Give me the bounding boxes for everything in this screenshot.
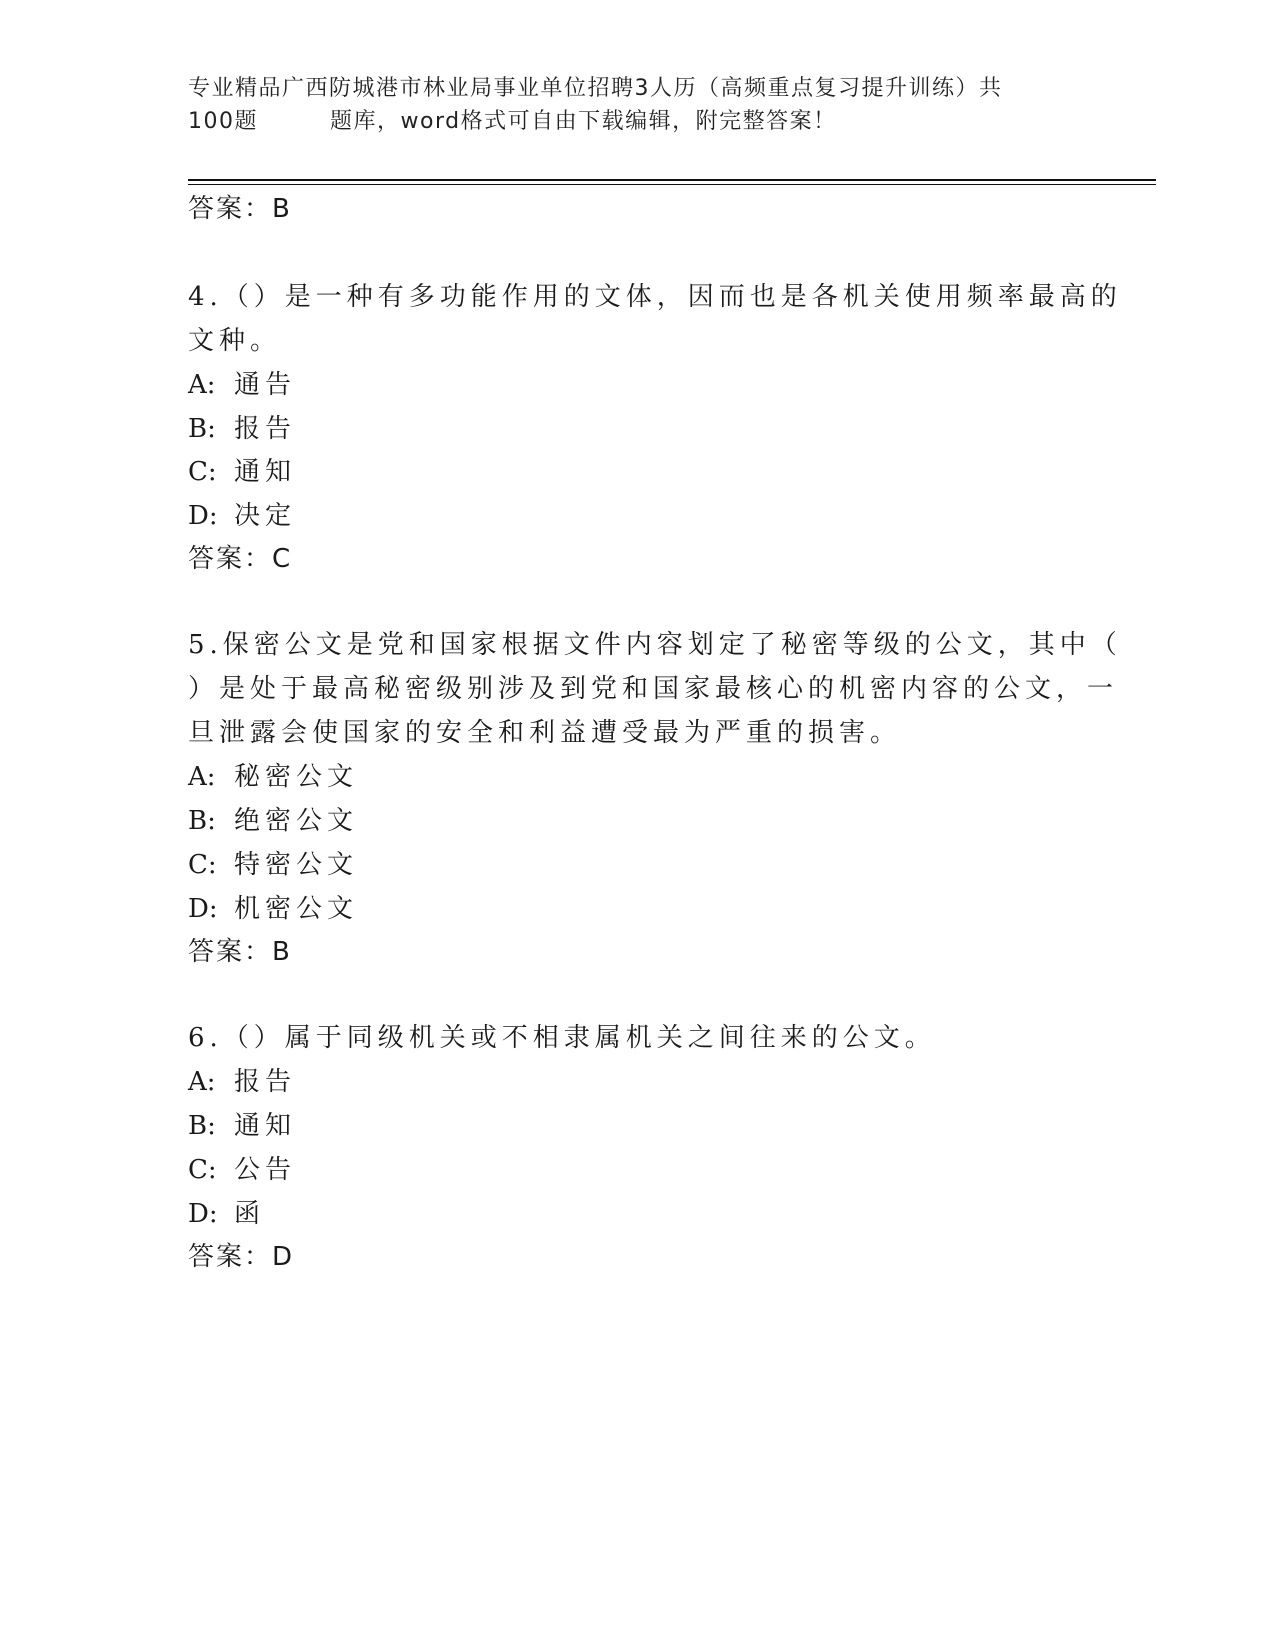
header-title-line2 [188,105,1068,138]
q6-option-c [188,1149,296,1186]
q4-option-a [188,364,296,401]
q6-stem-line1: 6.（）属于同级机关或不相隶属机关之间往来的公文。 [188,1023,936,1053]
option-letter: D: [188,501,218,531]
option-text: 函 [234,1199,266,1229]
q6-option-b [188,1105,296,1142]
option-text: 通告 [234,370,297,400]
q4-option-c [188,451,296,488]
option-letter: C: [188,850,217,880]
q4-option-d [188,495,296,532]
q6-answer: 答案：D [188,1242,295,1272]
header-count: 100题 [188,109,258,134]
option-text: 报告 [234,414,297,444]
q5-option-b [188,800,358,837]
option-letter: C: [188,1155,217,1185]
q6-option-d [188,1193,265,1230]
option-letter: B: [188,1111,216,1141]
option-letter: B: [188,414,216,444]
page-header [188,72,1068,138]
option-text: 通知 [234,457,297,487]
option-text: 公告 [234,1155,297,1185]
option-letter: D: [188,1199,218,1229]
option-text: 秘密公文 [234,762,359,792]
option-letter: B: [188,806,216,836]
q4-stem-line2: 文种。 [188,326,282,356]
q6-option-a [188,1061,296,1098]
option-text: 报告 [234,1067,297,1097]
q5-option-c [188,844,358,881]
header-divider-top [188,179,1156,181]
option-text: 绝密公文 [234,806,359,836]
option-text: 特密公文 [234,850,359,880]
q5-stem-line2: ）是处于最高秘密级别涉及到党和国家最核心的机密内容的公文，一 [188,674,1119,704]
q4-stem-line1: 4.（）是一种有多功能作用的文体，因而也是各机关使用频率最高的 [188,282,1122,312]
option-letter: C: [188,457,217,487]
header-title-line1: 专业精品广西防城港市林业局事业单位招聘3人历（高频重点复习提升训练）共 [188,76,1003,101]
q4-option-b [188,408,296,445]
q5-option-a [188,756,358,793]
header-description: 题库，word格式可自由下载编辑，附完整答案！ [330,109,837,134]
q5-stem-line3: 旦泄露会使国家的安全和利益遭受最为严重的损害。 [188,718,902,748]
option-text: 机密公文 [234,894,359,924]
option-text: 决定 [234,501,297,531]
option-letter: A: [188,370,216,400]
option-text: 通知 [234,1111,297,1141]
option-letter: A: [188,1067,216,1097]
q4-answer: 答案：C [188,544,293,574]
option-letter: D: [188,894,218,924]
q5-option-d [188,888,358,925]
header-divider-bottom [188,184,1156,186]
q5-answer: 答案：B [188,937,292,967]
q5-stem-line1: 5.保密公文是党和国家根据文件内容划定了秘密等级的公文，其中（ [188,630,1122,660]
option-letter: A: [188,762,216,792]
prev-question-answer: 答案：B [188,194,292,224]
